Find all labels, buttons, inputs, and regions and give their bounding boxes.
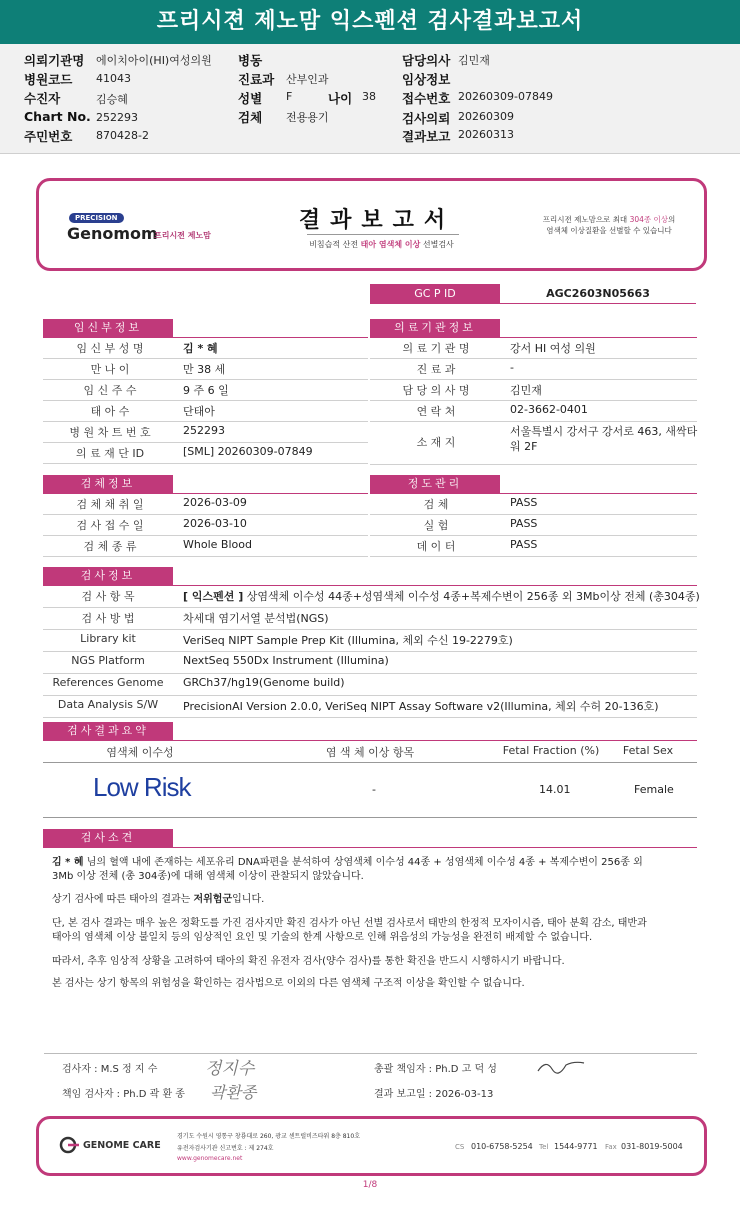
finding-paragraph-4: 따라서, 추후 임상적 상황을 고려하여 태아의 확진 유전자 검사(양수 검사)를 통한 확진을 반드시 시행하시기 바랍니다.: [52, 956, 565, 967]
gc-pid-label: GC P ID: [370, 284, 500, 304]
pregnant-row-value: 9 주 6 일: [183, 384, 229, 397]
hospital-label: 의뢰기관명: [24, 53, 85, 68]
report-value: 20260313: [458, 128, 514, 141]
code-value: 41043: [96, 72, 131, 85]
institution-row-value: 서울특별시 강서구 강서로 463, 새싹타 워 2F: [510, 425, 698, 453]
specimen-row-divider: [43, 514, 368, 515]
footer-address: 경기도 수원시 영통구 창룡대로 260, 광교 센트럴비즈타워 8층 810호: [177, 1133, 360, 1140]
qc-row-divider: [370, 535, 697, 536]
institution-row-value: -: [510, 361, 514, 374]
test-row-value: NextSeq 550Dx Instrument (Illumina): [183, 654, 389, 667]
test-row-divider: [43, 651, 697, 652]
findings-header-line: [43, 847, 697, 848]
pregnant-row-divider: [43, 379, 368, 380]
report-label: 결과보고: [402, 129, 451, 144]
findings-header: 검사소견: [43, 829, 173, 847]
finding-paragraph-1: 김 * 혜 님의 혈액 내에 존재하는 세포유리 DNA파편을 분석하여 상염색체 이수성 44종 + 성염색체 이수성 4종 + 복제수변이 256종 외 3Mb 이상 전체 (총 304종)에 대해 염색체 이상이 관찰되지 않았습니다.: [52, 857, 643, 882]
dept-label: 진료과: [238, 72, 275, 87]
test-row-divider: [43, 717, 697, 718]
qc-row-divider: [370, 556, 697, 557]
qc-header-line: [370, 493, 697, 494]
age-label: 나이: [328, 91, 353, 106]
report-header-card: [36, 178, 707, 271]
pregnant-row-label: 병 원 차 트 번 호: [69, 426, 151, 439]
genomom-logo: Genomom: [67, 224, 158, 243]
qc-row-label: 데 이 터: [416, 540, 456, 553]
order-info-panel: [0, 44, 740, 154]
pregnant-row-divider: [43, 421, 368, 422]
clinical-label: 임상정보: [402, 72, 451, 87]
fax-label: Fax: [605, 1143, 617, 1151]
report-title: 결과보고서: [298, 208, 456, 233]
fetal-sex-value: Female: [634, 783, 674, 796]
pregnant-row-value: 김 * 혜: [183, 342, 218, 355]
qc-header: 정도관리: [370, 475, 500, 493]
code-label: 병원코드: [24, 72, 73, 87]
pregnant-row-divider: [43, 358, 368, 359]
test-row-value: GRCh37/hg19(Genome build): [183, 676, 345, 689]
responsible-tester-name: 책임 검사자 : Ph.D 곽 환 종: [62, 1089, 185, 1100]
summary-col-sex: Fetal Sex: [622, 744, 674, 757]
dept-value: 산부인과: [286, 73, 329, 86]
resident-label: 주민번호: [24, 129, 73, 144]
footer-website[interactable]: www.genomecare.net: [177, 1155, 243, 1162]
sex-value: F: [286, 90, 293, 103]
genome-care-logo: GENOME CARE: [83, 1140, 161, 1151]
chief-signature: [536, 1057, 586, 1077]
report-subtitle: 비침습적 산전 태아 염색체 이상 선별검사: [309, 240, 454, 249]
specimen-row-divider: [43, 556, 368, 557]
test-row-label: 검 사 항 목: [81, 590, 135, 603]
finding-paragraph-3: 단, 본 검사 결과는 매우 높은 정확도를 가진 검사지만 확진 검사가 아닌 선별 검사로서 태반의 한정적 모자이시즘, 태아 분획 감소, 태반과 태아의 염색체 이상 불일치 등의 임상적인 요인 및 기술의 한계 사항으로 인해 위음성의 가능성을 완전히 배제할 수 없습니다.: [52, 918, 647, 943]
institution-row-divider: [370, 379, 697, 380]
test-row-label: Data Analysis S/W: [57, 698, 159, 711]
pregnant-row-value: [SML] 20260309-07849: [183, 445, 313, 458]
sex-label: 성별: [238, 91, 263, 106]
qc-row-value: PASS: [510, 538, 538, 551]
result-low-risk: Low Risk: [93, 772, 191, 802]
title-divider: [307, 234, 459, 235]
test-row-label: 검 사 방 법: [81, 612, 135, 625]
finding-paragraph-5: 본 검사는 상기 항목의 위험성을 확인하는 검사법으로 이외의 다른 염색체 구조적 이상을 확인할 수 없습니다.: [52, 978, 525, 989]
card-tagline: 프리시젼 제노맘으로 최대 304종 이상의 염색체 이상질환을 선별할 수 있습니다: [542, 215, 676, 235]
pregnant-row-value: 단태아: [183, 405, 215, 418]
specimen-value: 전용용기: [286, 111, 329, 124]
test-row-value: PrecisionAI Version 2.0.0, VeriSeq NIPT Assay Software v2(Illumina, 체외 수허 20-136호): [183, 700, 659, 713]
finding-paragraph-2: 상기 검사에 따른 태아의 결과는 저위험군입니다.: [52, 894, 265, 905]
institution-row-divider: [370, 400, 697, 401]
pregnant-row-divider: [43, 463, 368, 464]
patient-label: 수진자: [24, 91, 61, 106]
specimen-row-label: 검 사 접 수 일: [76, 519, 144, 532]
institution-row-label: 의 료 기 관 명: [402, 342, 470, 355]
cs-number: 010-6758-5254: [471, 1142, 533, 1151]
pregnant-row-label: 임 신 주 수: [83, 384, 137, 397]
specimen-row-value: Whole Blood: [183, 538, 252, 551]
pregnant-header-line: [43, 337, 368, 338]
report-banner-title: 프리시젼 제노맘 익스펜션 검사결과보고서: [0, 0, 740, 44]
chief-name: 총괄 책임자 : Ph.D 고 덕 성: [374, 1064, 497, 1075]
test-row-label: Library kit: [80, 632, 136, 645]
pregnant-row-value: 만 38 세: [183, 363, 226, 376]
request-label: 검사의뢰: [402, 111, 451, 126]
precision-badge: PRECISION: [69, 213, 124, 223]
tel-number: 1544-9771: [554, 1142, 598, 1151]
patient-value: 김승혜: [96, 93, 128, 106]
chart-label: Chart No.: [24, 109, 91, 124]
test-info-header: 검사정보: [43, 567, 173, 585]
pregnant-info-header: 임신부정보: [43, 319, 173, 337]
test-row-value: VeriSeq NIPT Sample Prep Kit (Illumina, 체외 수신 19-2279호): [183, 634, 513, 647]
qc-row-value: PASS: [510, 496, 538, 509]
qc-row-divider: [370, 514, 697, 515]
footer-license: 유전자검사기관 신고번호 : 제 274호: [177, 1145, 274, 1152]
institution-info-header: 의료기관정보: [370, 319, 500, 337]
ward-label: 병동: [238, 53, 263, 68]
institution-row-value: 강서 HI 여성 의원: [510, 342, 596, 355]
chart-value: 252293: [96, 111, 138, 124]
test-row-divider: [43, 673, 697, 674]
institution-row-label: 소 재 지: [416, 436, 456, 449]
request-value: 20260309: [458, 110, 514, 123]
summary-col-line: [43, 762, 697, 763]
institution-row-divider: [370, 358, 697, 359]
pregnant-row-label: 임 신 부 성 명: [76, 342, 144, 355]
summary-header: 검사결과요약: [43, 722, 173, 740]
specimen-row-label: 검 체 종 류: [83, 540, 137, 553]
test-row-label: NGS Platform: [71, 654, 145, 667]
specimen-row-divider: [43, 535, 368, 536]
specimen-row-value: 2026-03-10: [183, 517, 247, 530]
institution-row-divider: [370, 464, 697, 465]
cs-label: CS: [455, 1143, 465, 1151]
test-row-value: [ 익스펜션 ] 상염색체 이수성 44종+성염색체 이수성 4종+복제수변이 256종 외 3Mb이상 전체 (총304종): [183, 590, 700, 603]
institution-row-divider: [370, 421, 697, 422]
specimen-header-line: [43, 493, 368, 494]
specimen-row-label: 검 체 채 취 일: [76, 498, 144, 511]
qc-row-value: PASS: [510, 517, 538, 530]
test-row-divider: [43, 607, 697, 608]
pregnant-row-value: 252293: [183, 424, 225, 437]
summary-col-abnormal: 염 색 체 이상 항목: [325, 746, 415, 759]
institution-row-value: 김민재: [510, 384, 542, 397]
summary-bottom-line: [43, 817, 697, 818]
institution-row-label: 담 당 의 사 명: [402, 384, 470, 397]
pregnant-row-label: 태 아 수: [90, 405, 130, 418]
specimen-label: 검체: [238, 110, 263, 125]
summary-col-aneuploidy: 염색체 이수성: [106, 746, 174, 759]
institution-header-line: [370, 337, 697, 338]
institution-row-label: 진 료 과: [416, 363, 456, 376]
qc-row-label: 검 체: [423, 498, 449, 511]
test-row-divider: [43, 629, 697, 630]
test-row-divider: [43, 695, 697, 696]
summary-header-line: [43, 740, 697, 741]
pregnant-row-label: 만 나 이: [90, 363, 130, 376]
doctor-label: 담당의사: [402, 53, 451, 68]
tester-name: 검사자 : M.S 정 지 수: [62, 1064, 158, 1075]
genome-care-logo-icon: [59, 1136, 81, 1154]
hospital-value: 에이치아이(HI)여성의원: [96, 54, 212, 67]
genomom-logo-sub: 프리시젼 제노맘: [154, 231, 211, 240]
institution-row-label: 연 락 처: [416, 405, 456, 418]
gc-pid-value: AGC2603N05663: [500, 284, 696, 304]
tester-signature: 정지수: [205, 1059, 255, 1079]
institution-row-value: 02-3662-0401: [510, 403, 588, 416]
specimen-row-value: 2026-03-09: [183, 496, 247, 509]
abnormal-value: -: [372, 783, 376, 796]
signature-top-line: [44, 1053, 697, 1054]
resident-value: 870428-2: [96, 129, 149, 142]
specimen-info-header: 검체정보: [43, 475, 173, 493]
page-number: 1/8: [362, 1180, 378, 1190]
test-header-line: [43, 585, 697, 586]
receipt-label: 접수번호: [402, 91, 451, 106]
fraction-value: 14.01: [539, 783, 571, 796]
genome-care-footer: [36, 1116, 707, 1176]
responsible-tester-signature: 곽환종: [210, 1083, 257, 1102]
pregnant-row-divider: [43, 400, 368, 401]
qc-row-label: 실 험: [423, 519, 449, 532]
fax-number: 031-8019-5004: [621, 1142, 683, 1151]
summary-col-fraction: Fetal Fraction (%): [502, 744, 600, 757]
tel-label: Tel: [539, 1143, 549, 1151]
pregnant-row-label: 의 료 재 단 ID: [75, 447, 145, 460]
doctor-value: 김민재: [458, 54, 490, 67]
receipt-value: 20260309-07849: [458, 90, 553, 103]
report-date: 결과 보고일 : 2026-03-13: [374, 1089, 494, 1100]
pregnant-row-divider: [43, 442, 368, 443]
test-row-value: 차세대 염기서열 분석법(NGS): [183, 612, 329, 625]
test-row-label: References Genome: [52, 676, 164, 689]
age-value: 38: [362, 90, 376, 103]
